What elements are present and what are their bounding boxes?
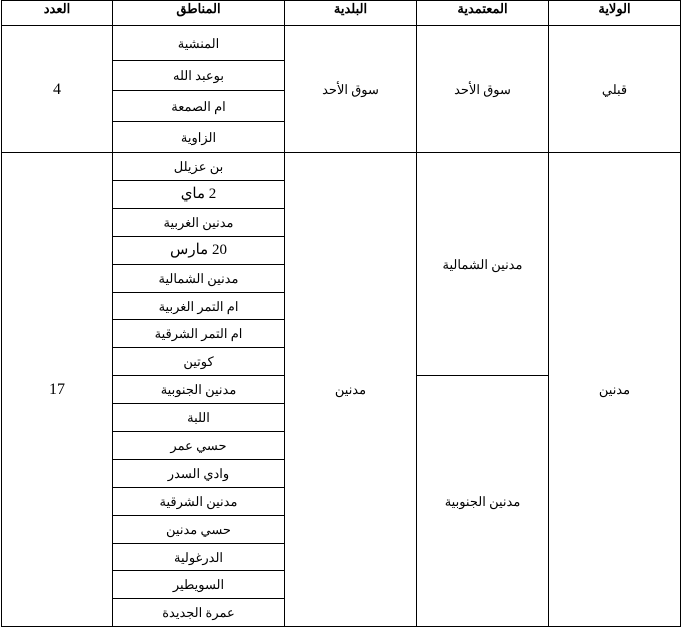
area-cell: كوتين: [113, 348, 285, 376]
area-cell: مدنين الجنوبية: [113, 376, 285, 404]
mootamadia-cell: سوق الأحد: [417, 26, 549, 153]
area-cell: عمرة الجديدة: [113, 599, 285, 627]
area-cell: حسي عمر: [113, 432, 285, 460]
area-cell: مدنين الشمالية: [113, 264, 285, 292]
header-areas: المناطق: [113, 1, 285, 26]
wilaya-cell: مدنين: [549, 153, 681, 627]
count-cell: 4: [2, 26, 113, 153]
area-cell: الدرغولية: [113, 543, 285, 571]
header-baladia: البلدية: [285, 1, 417, 26]
area-cell: مدنين الشرقية: [113, 487, 285, 515]
area-cell: ام التمر الشرقية: [113, 320, 285, 348]
header-mootamadia: المعتمدية: [417, 1, 549, 26]
wilaya-cell: قبلي: [549, 26, 681, 153]
area-cell: مدنين الغربية: [113, 208, 285, 236]
regions-table: [1, 0, 681, 627]
header-row: [2, 1, 681, 26]
area-cell: اللبة: [113, 404, 285, 432]
table-row: [2, 26, 681, 61]
area-cell: المنشية: [113, 26, 285, 61]
mootamadia-cell: مدنين الجنوبية: [417, 376, 549, 627]
baladia-cell: سوق الأحد: [285, 26, 417, 153]
area-cell: ام الصمعة: [113, 91, 285, 122]
area-cell: بن عزيلل: [113, 153, 285, 181]
area-cell: السويطير: [113, 571, 285, 599]
area-cell: حسي مدنين: [113, 515, 285, 543]
baladia-cell: مدنين: [285, 153, 417, 627]
table-row: [2, 153, 681, 181]
area-cell: ام التمر الغربية: [113, 292, 285, 320]
header-wilaya: الولاية: [549, 1, 681, 26]
area-cell: 20 مارس: [113, 236, 285, 264]
count-cell: 17: [2, 153, 113, 627]
area-cell: بوعبد الله: [113, 61, 285, 91]
area-cell: 2 ماي: [113, 181, 285, 209]
area-cell: وادي السدر: [113, 459, 285, 487]
header-count: العدد: [2, 1, 113, 26]
mootamadia-cell: مدنين الشمالية: [417, 153, 549, 376]
area-cell: الزاوية: [113, 122, 285, 153]
